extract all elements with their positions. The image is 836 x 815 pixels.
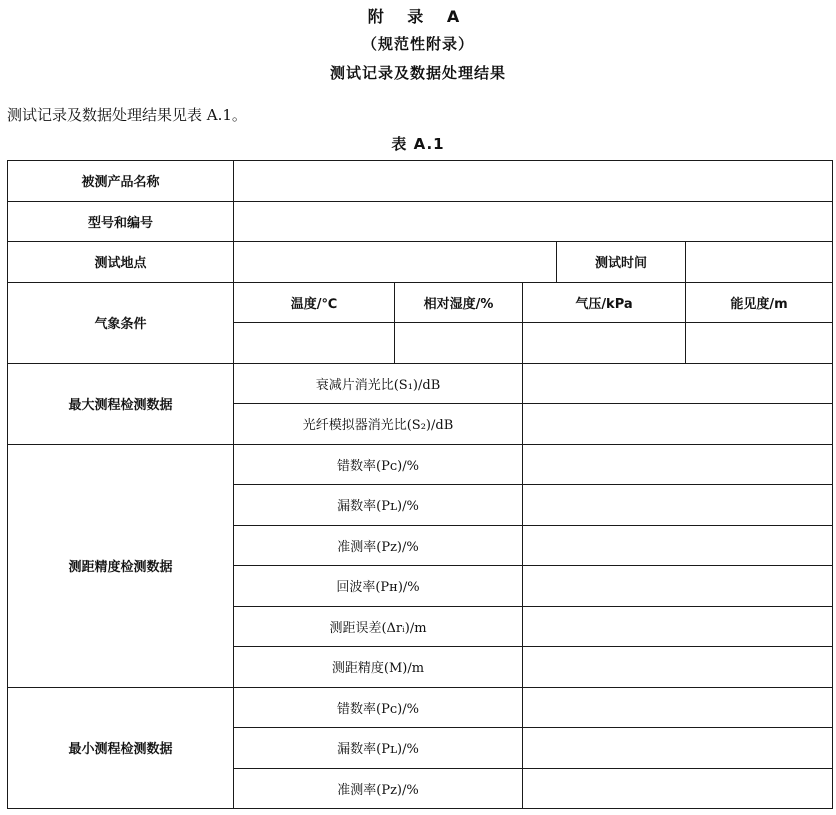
precision-item-label: 漏数率(Pʟ)/%	[234, 485, 523, 526]
test-time-label: 测试时间	[557, 242, 686, 283]
weather-label: 气象条件	[8, 282, 234, 363]
model-number-label: 型号和编号	[8, 201, 234, 242]
min-range-item-value[interactable]	[523, 768, 833, 809]
visibility-label: 能见度/m	[686, 282, 833, 323]
humidity-label: 相对湿度/%	[395, 282, 523, 323]
min-range-label: 最小测程检测数据	[8, 687, 234, 809]
visibility-value[interactable]	[686, 323, 833, 364]
precision-item-value[interactable]	[523, 485, 833, 526]
table-row-precision	[8, 444, 833, 485]
table-row-location	[8, 242, 833, 283]
precision-item-value[interactable]	[523, 525, 833, 566]
max-range-item-label: 光纤模拟器消光比(S₂)/dB	[234, 404, 523, 445]
precision-item-label: 测距精度(M)/m	[234, 647, 523, 688]
table-row-max-range	[8, 363, 833, 404]
humidity-value[interactable]	[395, 323, 523, 364]
table-row-product	[8, 161, 833, 202]
product-name-value[interactable]	[234, 161, 833, 202]
table-caption: 表 A.1	[391, 135, 445, 153]
temperature-label: 温度/℃	[234, 282, 395, 323]
precision-item-value[interactable]	[523, 566, 833, 607]
min-range-item-label: 错数率(Pᴄ)/%	[234, 687, 523, 728]
product-name-label: 被测产品名称	[8, 161, 234, 202]
table-row-model	[8, 201, 833, 242]
test-time-value[interactable]	[686, 242, 833, 283]
model-number-value[interactable]	[234, 201, 833, 242]
test-location-label: 测试地点	[8, 242, 234, 283]
max-range-item-value[interactable]	[523, 363, 833, 404]
pressure-label: 气压/kPa	[523, 282, 686, 323]
precision-item-value[interactable]	[523, 444, 833, 485]
test-location-value[interactable]	[234, 242, 557, 283]
precision-item-label: 准测率(Pᴢ)/%	[234, 525, 523, 566]
table-row-weather-headers	[8, 282, 833, 323]
max-range-label: 最大测程检测数据	[8, 363, 234, 444]
precision-item-value[interactable]	[523, 606, 833, 647]
min-range-item-label: 漏数率(Pʟ)/%	[234, 728, 523, 769]
min-range-item-label: 准测率(Pᴢ)/%	[234, 768, 523, 809]
min-range-item-value[interactable]	[523, 687, 833, 728]
annex-title: 附 录 A	[367, 7, 469, 26]
precision-item-value[interactable]	[523, 647, 833, 688]
precision-item-label: 回波率(Pʜ)/%	[234, 566, 523, 607]
max-range-item-label: 衰减片消光比(S₁)/dB	[234, 363, 523, 404]
record-table	[7, 160, 833, 809]
max-range-item-value[interactable]	[523, 404, 833, 445]
temperature-value[interactable]	[234, 323, 395, 364]
precision-label: 测距精度检测数据	[8, 444, 234, 687]
annex-nature: （规范性附录）	[361, 35, 474, 53]
intro-text: 测试记录及数据处理结果见表 A.1。	[7, 106, 247, 124]
pressure-value[interactable]	[523, 323, 686, 364]
precision-item-label: 测距误差(Δrᵢ)/m	[234, 606, 523, 647]
table-row-min-range	[8, 687, 833, 728]
min-range-item-value[interactable]	[523, 728, 833, 769]
annex-heading: 测试记录及数据处理结果	[329, 64, 506, 82]
precision-item-label: 错数率(Pᴄ)/%	[234, 444, 523, 485]
